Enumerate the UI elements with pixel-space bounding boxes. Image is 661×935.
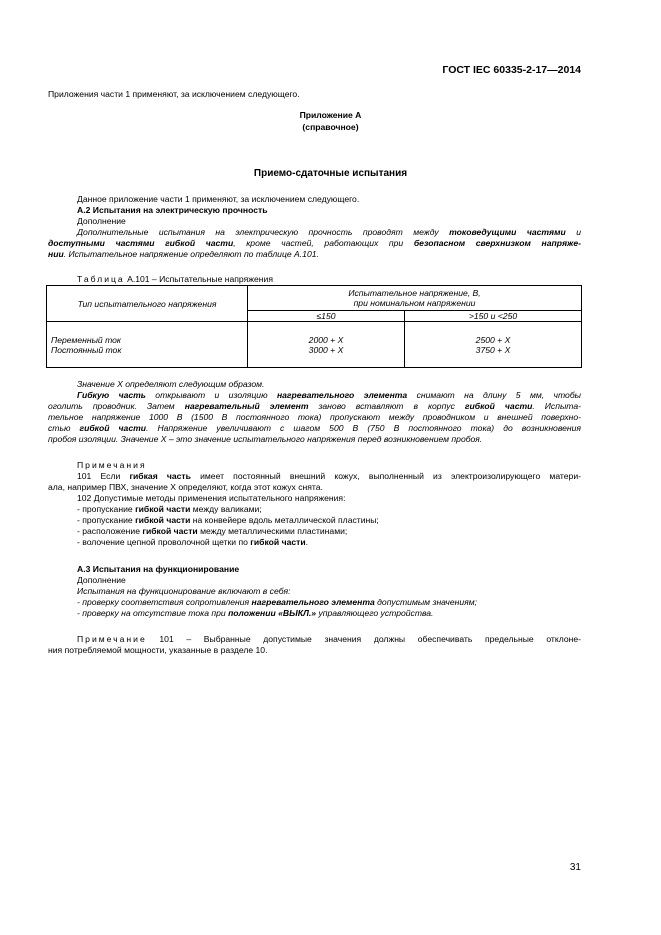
page-number: 31 xyxy=(569,862,581,873)
xdef-line1: Значение X определяют следующим образом. xyxy=(77,379,265,389)
row-values-150-250 xyxy=(405,322,582,368)
notes-title: Примечания xyxy=(77,460,147,470)
a3-title: А.3 Испытания на функционирование xyxy=(77,564,240,574)
standard-designation: ГОСТ IEC 60335-2-17—2014 xyxy=(442,64,581,76)
list-item: - расположение гибкой части между металлическими пластинами; xyxy=(77,526,348,536)
note-101-final-line2: ния потребляемой мощности, указанные в разделе 10. xyxy=(48,645,268,655)
a2-title: А.2 Испытания на электрическую прочность xyxy=(77,205,268,215)
xdef-line2: Гибкую часть открывают и изоляцию нагревательного элемента снимают на длину 5 мм, чтобы xyxy=(77,390,581,400)
table-caption: Таблица А.101 – Испытательные напряжения xyxy=(77,274,273,284)
a3-line2: - проверку соответствия сопротивления нагревательного элемента допустимым значениям; xyxy=(77,597,477,607)
table-cell: 3750 + X xyxy=(475,344,511,355)
a2-paragraph-line1: Дополнительные испытания на электрическую прочность проводят между токоведущими частями и xyxy=(77,227,581,237)
a3-line3: - проверку на отсутствие тока при положении «ВЫКЛ.» управляющего устройства. xyxy=(77,608,434,618)
note-101-final-line1: Примечание 101 – Выбранные допустимые значения должны обеспечивать предельные отклоне- xyxy=(77,634,581,644)
xdef-line3: оголить проводник. Затем нагревательный элемент заново вставляют в корпус гибкой части. Испыта- xyxy=(48,401,581,411)
table-cell: 3000 + X xyxy=(308,344,344,355)
a2-paragraph-line2: доступными частями гибкой части, кроме частей, работающих при безопасном сверхнизком напряже- xyxy=(48,238,581,248)
note-102: 102 Допустимые методы применения испытательного напряжения: xyxy=(77,493,346,503)
annex-title: Приложение А xyxy=(299,110,362,120)
col-header-type: Тип испытательного напряжения xyxy=(47,286,248,322)
note-101-line1: 101 Если гибкая часть имеет постоянный внешний кожух, выполненный из электроизолирующего матери- xyxy=(77,471,581,481)
note-101-line2: ала, например ПВХ, значение X определяют, когда этот кожух снята. xyxy=(48,482,323,492)
xdef-line4: тельное напряжение 1000 В (1500 В постоянного тока) пропускают между проводником и внешней поверхно- xyxy=(48,412,581,422)
col-header-voltage: Испытательное напряжение, В, при номинальном напряжении xyxy=(248,286,582,311)
table-cell: Переменный ток xyxy=(51,334,121,345)
xdef-line6: пробоя изоляции. Значение X – это значение испытательного напряжения перед возникновением пробоя. xyxy=(48,434,483,444)
intro-text: Приложения части 1 применяют, за исключением следующего. xyxy=(48,89,300,99)
a2-addition: Дополнение xyxy=(77,216,126,226)
sub-header-le150: ≤150 xyxy=(248,311,405,322)
table-cell: 2000 + X xyxy=(308,334,344,345)
a3-addition: Дополнение xyxy=(77,575,126,585)
xdef-line5: стью гибкой части. Напряжение увеличивают с шагом 500 В (750 В постоянного тока) до возникновения xyxy=(48,423,582,433)
a3-line1: Испытания на функционирование включают в себя: xyxy=(77,586,291,596)
annex-subtitle: (справочное) xyxy=(302,122,359,132)
a2-paragraph-line3: нии. Испытательное напряжение определяют по таблице А.101. xyxy=(48,249,319,259)
row-types xyxy=(47,322,248,368)
a2-intro: Данное приложение части 1 применяют, за исключением следующего. xyxy=(77,194,360,204)
table-cell: 2500 + X xyxy=(475,334,511,345)
list-item: - волочение цепной проволочной щетки по гибкой части. xyxy=(77,537,309,547)
test-voltage-table xyxy=(46,285,582,368)
list-item: - пропускание гибкой части между валиками; xyxy=(77,504,262,514)
sub-header-150-250: >150 и <250 xyxy=(405,311,582,322)
annex-heading: Приемо-сдаточные испытания xyxy=(253,168,408,179)
row-values-le150 xyxy=(248,322,405,368)
table-cell: Постоянный ток xyxy=(51,344,122,355)
list-item: - пропускание гибкой части на конвейере вдоль металлической пластины; xyxy=(77,515,379,525)
